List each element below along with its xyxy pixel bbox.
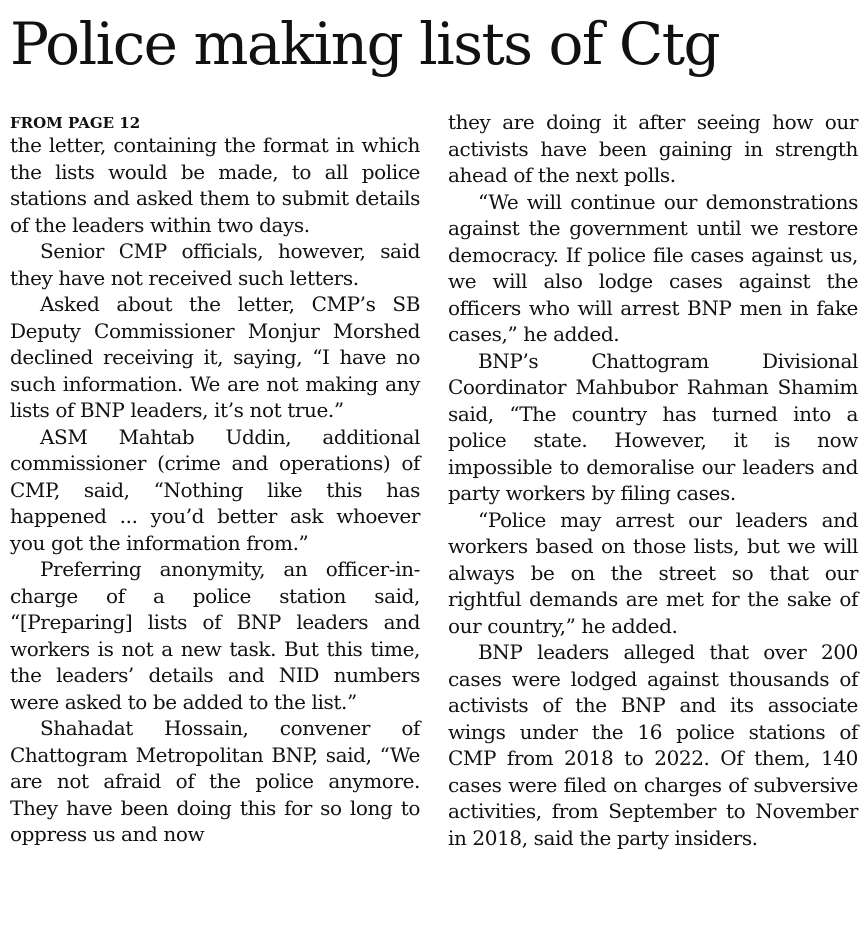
headline: Police making lists of Ctg xyxy=(10,10,720,78)
article-paragraph: BNP’s Chattogram Divisional Coordinator Mahbubor Rahman Shamim said, “The country has turned into a police state. However, it is now impossible to demoralise our leaders and party workers by filing cases. xyxy=(448,348,858,505)
article-paragraph: the letter, containing the format in which the lists would be made, to all police stations and asked them to submit details of the leaders within two days. xyxy=(10,133,420,237)
continuation-kicker: FROM PAGE 12 xyxy=(10,114,141,132)
article-paragraph: Preferring anonymity, an officer-in-charge of a police station said, “[Preparing] lists of BNP leaders and workers is not a new task. But this time, the leaders’ details and NID numbers were asked to be added to the list.” xyxy=(10,557,420,714)
article-paragraph: Asked about the letter, CMP’s SB Deputy Commissioner Monjur Morshed declined receiving it, saying, “I have no such information. We are not making any lists of BNP leaders, it’s not true.” xyxy=(10,292,420,422)
article-paragraph: Senior CMP officials, however, said they have not received such letters. xyxy=(10,239,420,290)
article-paragraph: BNP leaders alleged that over 200 cases were lodged against thousands of activists of the BNP and its associate wings under the 16 police stations of CMP from 2018 to 2022. Of them, 140 cases were filed on charges of subversive activities, from September to November in 2018, said the party insiders. xyxy=(448,640,858,850)
article-paragraph: ASM Mahtab Uddin, additional commissioner (crime and operations) of CMP, said, “Nothing like this has happened ... you’d better ask whoever you got the information from.” xyxy=(10,424,420,555)
article-column-right xyxy=(448,109,858,851)
article-paragraph: “We will continue our demonstrations against the government until we restore democracy. If police file cases against us, we will also lodge cases against the officers who will arrest BNP men in fake cases,” he added. xyxy=(448,189,858,346)
article-paragraph: “Police may arrest our leaders and workers based on those lists, but we will always be on the street so that our rightful demands are met for the sake of our country,” he added. xyxy=(448,507,858,638)
article-paragraph: they are doing it after seeing how our activists have been gaining in strength ahead of the next polls. xyxy=(448,110,858,187)
article-paragraph: Shahadat Hossain, convener of Chattogram Metropolitan BNP, said, “We are not afraid of the police anymore. They have been doing this for so long to oppress us and now xyxy=(10,716,420,846)
article-column-left xyxy=(10,110,420,848)
